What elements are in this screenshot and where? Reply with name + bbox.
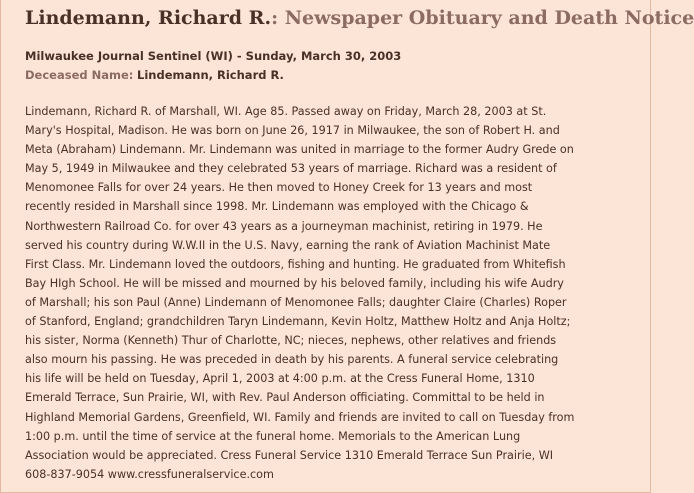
obituary-line: Mary's Hospital, Madison. He was born on June 26, 1917 in Milwaukee, the son of Robert H. and (25, 124, 560, 138)
obituary-line: of Marshall; his son Paul (Anne) Lindemann of Menomonee Falls; daughter Claire (Charles) Roper (25, 295, 567, 309)
obituary-line: of Stanford, England; grandchildren Taryn Lindemann, Kevin Holtz, Matthew Holtz and Anja Holtz; (25, 315, 571, 329)
deceased-name-row (25, 67, 626, 83)
deceased-name-label: Deceased Name: (25, 68, 134, 82)
obituary-line: First Class. Mr. Lindemann loved the outdoors, fishing and hunting. He graduated from Whitefish (25, 257, 566, 271)
title-suffix: : Newspaper Obituary and Death Notice (271, 7, 694, 29)
obituary-text (25, 102, 626, 484)
page-title (25, 0, 694, 30)
obituary-line: his sister, Norma (Kenneth) Thur of Charlotte, NC; nieces, nephews, other relatives and friends (25, 334, 557, 348)
obituary-line: 1:00 p.m. until the time of service at the funeral home. Memorials to the American Lung (25, 429, 521, 443)
obituary-line: also mourn his passing. He was preceded in death by his parents. A funeral service celebrating (25, 353, 559, 367)
obituary-line: Menomonee Falls for over 24 years. He then moved to Honey Creek for 13 years and most (25, 181, 533, 195)
obituary-line: Lindemann, Richard R. of Marshall, WI. Age 85. Passed away on Friday, March 28, 2003 at St. (25, 105, 547, 118)
obituary-line: May 5, 1949 in Milwaukee and they celebrated 53 years of marriage. Richard was a resident of (25, 162, 557, 176)
obituary-line: Northwestern Railroad Co. for over 43 years as a journeyman machinist, retiring in 1979. He (25, 219, 543, 233)
obituary-line: recently resided in Marshall since 1998. Mr. Lindemann was employed with the Chicago & (25, 200, 529, 214)
obituary-line: Bay HIgh School. He will be missed and mourned by his beloved family, including his wife Audry (25, 276, 564, 290)
obituary-line: Meta (Abraham) Lindemann. Mr. Lindemann was united in marriage to the former Audry Grede on (25, 143, 574, 157)
obituary-line: 608-837-9054 www.cressfuneralservice.com (25, 467, 274, 481)
obituary-line: his life will be held on Tuesday, April 1, 2003 at 4:00 p.m. at the Cress Funeral Home, 1310 (25, 372, 535, 386)
obituary-line: Highland Memorial Gardens, Greenfield, WI. Family and friends are invited to call on Tuesday from (25, 410, 575, 424)
deceased-name-value: Lindemann, Richard R. (137, 68, 284, 82)
deceased-name-heading: Lindemann, Richard R. (25, 7, 272, 29)
obituary-line: Association would be appreciated. Cress Funeral Service 1310 Emerald Terrace Sun Prairie, WI (25, 448, 554, 462)
source-line: Milwaukee Journal Sentinel (WI) - Sunday, March 30, 2003 (25, 49, 402, 63)
obituary-line: served his country during W.W.II in the U.S. Navy, earning the rank of Aviation Machinist Mate (25, 238, 551, 252)
obituary-line: Emerald Terrace, Sun Prairie, WI, with Rev. Paul Anderson officiating. Committal to be held in (25, 391, 545, 405)
